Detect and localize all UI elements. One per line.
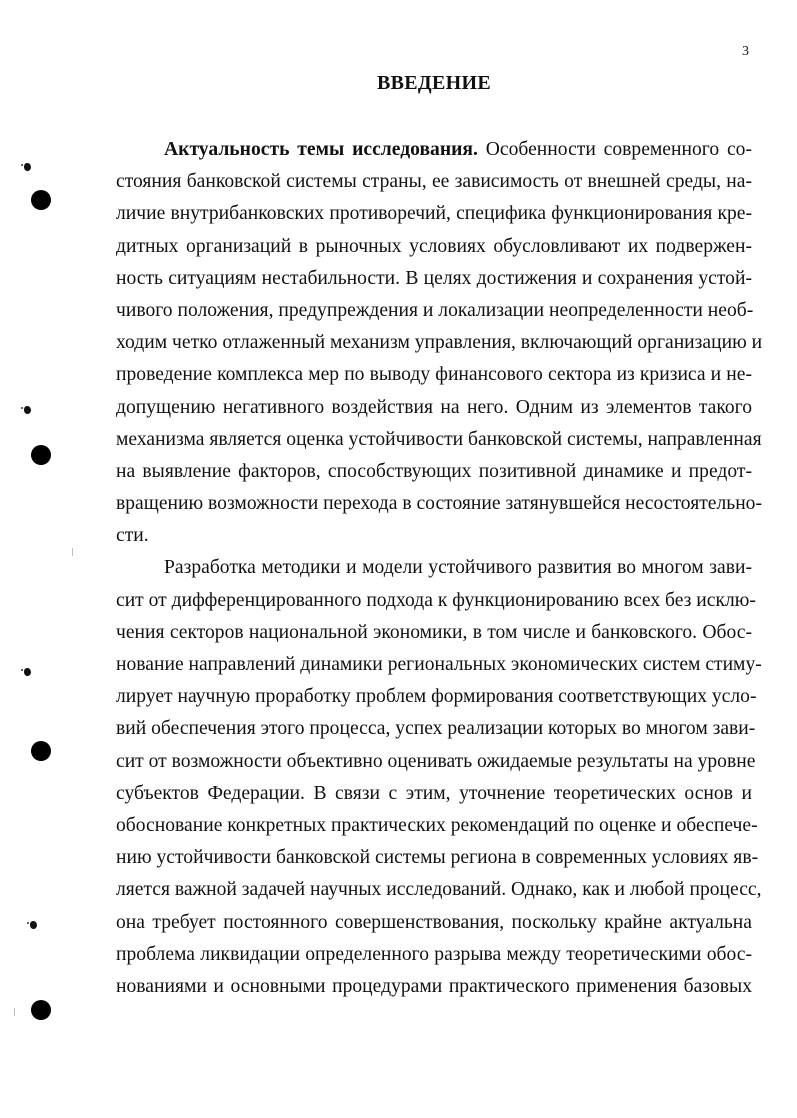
paragraph-line: чения секторов национальной экономики, в том числе и банковского. Обос-: [116, 621, 752, 643]
section-lead: Актуальность темы исследования.: [164, 139, 478, 160]
paragraph-line: дитных организаций в рыночных условиях обусловливают их подвержен-: [116, 235, 752, 257]
paragraph-line: [116, 134, 752, 166]
paragraph-line: ность ситуациям нестабильности. В целях достижения и сохранения устой-: [116, 267, 752, 289]
paragraph-line: сти.: [116, 525, 149, 547]
paragraph-line: нию устойчивости банковской системы региона в современных условиях яв-: [116, 847, 759, 869]
paragraph-line: личие внутрибанковских противоречий, специфика функционирования кре-: [116, 203, 752, 225]
scan-speck: [24, 406, 31, 414]
punch-hole: [31, 190, 51, 210]
body-text: [116, 134, 763, 1003]
punch-hole: [31, 1000, 51, 1020]
paragraph-line: субъектов Федерации. В связи с этим, уточнение теоретических основ и: [116, 782, 752, 804]
paragraph-line: вий обеспечения этого процесса, успех реализации которых во многом зави-: [116, 718, 756, 740]
paragraph-line: стояния банковской системы страны, ее зависимость от внешней среды, на-: [116, 171, 752, 193]
paragraph-line: она требует постоянного совершенствования, поскольку крайне актуальна: [116, 911, 752, 933]
paragraph-line: ходим четко отлаженный механизм управления, включающий организацию и: [116, 332, 763, 354]
paragraph-line: Разработка методики и модели устойчивого развития во многом зави-: [164, 557, 752, 579]
paragraph-line-rest: Особенности современного со-: [477, 139, 752, 160]
scan-speck: [24, 163, 31, 171]
paragraph-line: механизма является оценка устойчивости банковской системы, направленная: [116, 428, 762, 450]
page-number: 3: [742, 44, 749, 59]
punch-hole: [31, 741, 51, 761]
scan-mark: [72, 548, 73, 556]
paragraph-line: чивого положения, предупреждения и локализации неопределенности необ-: [116, 299, 754, 321]
paragraph-line: лирует научную проработку проблем формирования соответствующих усло-: [116, 686, 757, 708]
paragraph-line: проведение комплекса мер по выводу финансового сектора из кризиса и не-: [116, 364, 752, 386]
paragraph-line: допущению негативного воздействия на него. Одним из элементов такого: [116, 396, 752, 418]
paragraph-line: сит от дифференцированного подхода к функционированию всех без исклю-: [116, 589, 756, 611]
page-title: ВВЕДЕНИЕ: [377, 72, 491, 94]
punch-hole: [31, 445, 51, 465]
paragraph-line: нованиями и основными процедурами практического применения базовых: [116, 975, 752, 997]
paragraph-line: на выявление факторов, способствующих позитивной динамике и предот-: [116, 460, 752, 482]
paragraph-line: ляется важной задачей научных исследований. Однако, как и любой процесс,: [116, 879, 762, 901]
paragraph-line: вращению возможности перехода в состояние затянувшейся несостоятельно-: [116, 493, 762, 515]
paragraph-line: обоснование конкретных практических рекомендаций по оценке и обеспече-: [116, 814, 758, 836]
paragraph-line: сит от возможности объективно оценивать ожидаемые результаты на уровне: [116, 750, 756, 772]
paragraph-line: проблема ликвидации определенного разрыва между теоретическими обос-: [116, 943, 752, 965]
scan-speck: [24, 668, 31, 676]
paragraph-line: нование направлений динамики региональных экономических систем стиму-: [116, 654, 762, 675]
scan-speck: [30, 921, 37, 929]
scan-mark: [14, 1008, 15, 1016]
